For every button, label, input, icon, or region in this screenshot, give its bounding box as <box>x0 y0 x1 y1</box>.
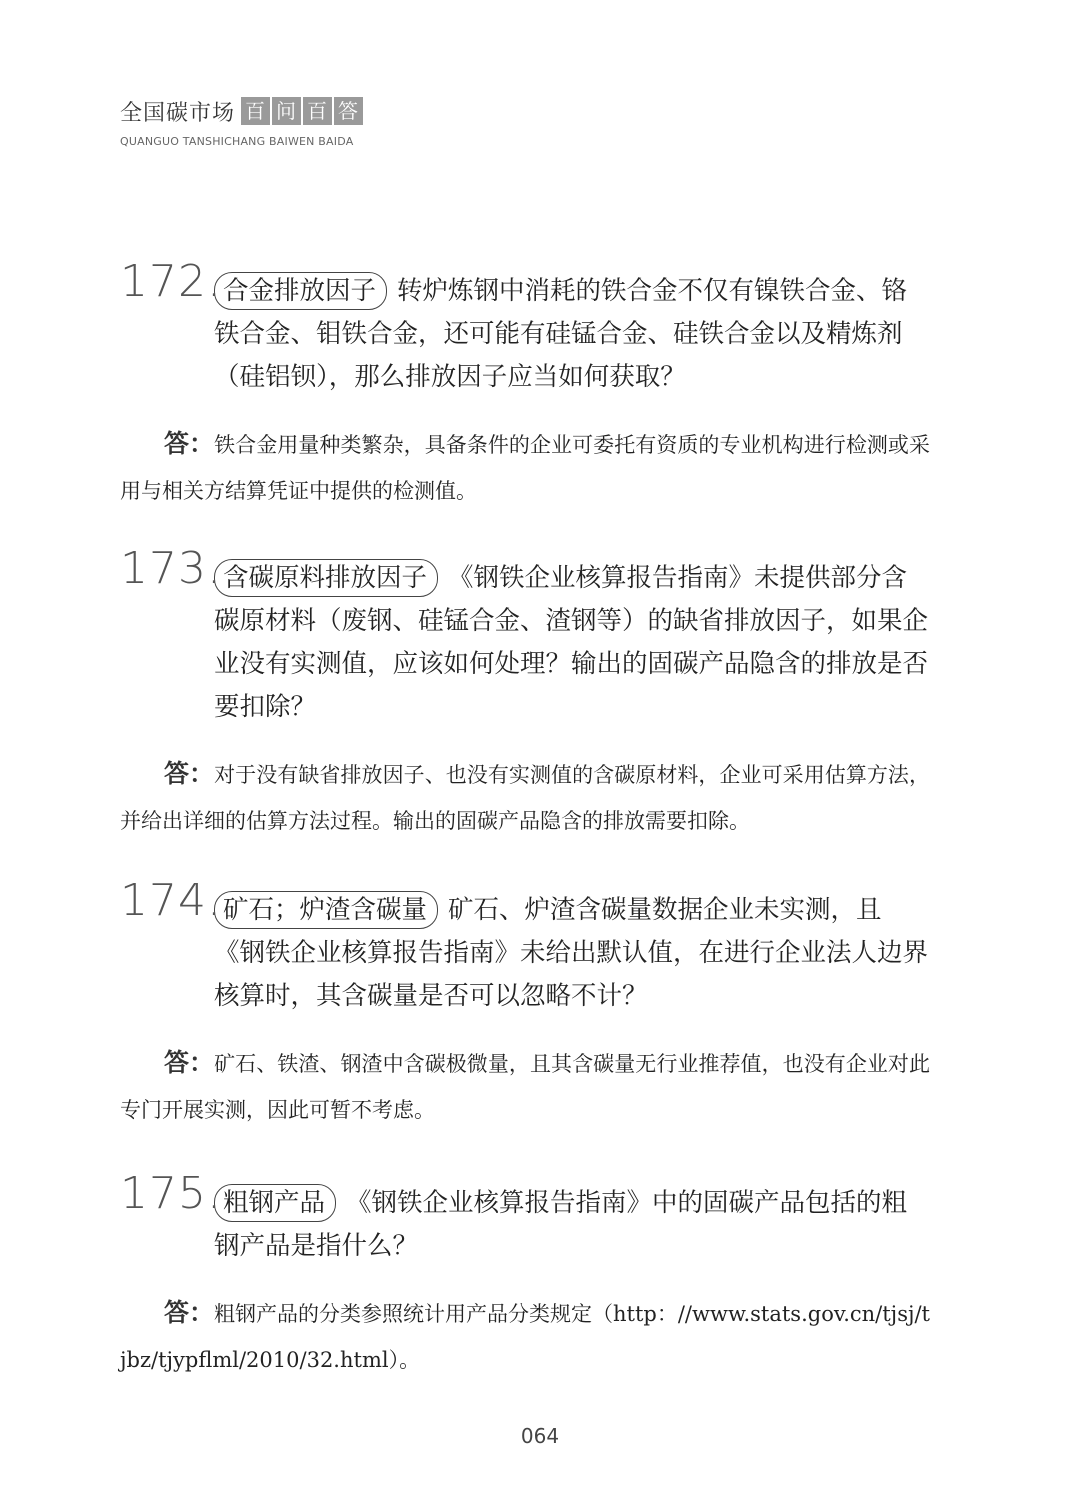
question-text <box>214 270 930 399</box>
question-row <box>120 875 930 1018</box>
answer-paragraph <box>120 1290 930 1383</box>
qa-item-175 <box>120 1168 930 1383</box>
qa-item-173 <box>120 543 930 844</box>
running-header <box>120 95 365 148</box>
question-body: 《钢铁企业核算报告指南》中的固碳产品包括的粗钢产品是指什么？ <box>214 1188 908 1261</box>
question-body: 《钢铁企业核算报告指南》未提供部分含碳原材料（废钢、硅锰合金、渣钢等）的缺省排放因子，如果企业没有实测值，应该如何处理？输出的固碳产品隐含的排放是否要扣除？ <box>214 563 929 722</box>
page-number: 064 <box>520 1424 560 1448</box>
header-title-tag: 百 <box>241 97 270 125</box>
answer-body: 铁合金用量种类繁杂，具备条件的企业可委托有资质的专业机构进行检测或采用与相关方结算凭证中提供的检测值。 <box>120 433 930 503</box>
question-topic-tag: 粗钢产品 <box>214 1184 336 1222</box>
answer-paragraph <box>120 1040 930 1133</box>
header-title-tag: 答 <box>334 97 363 125</box>
question-topic-tag: 矿石；炉渣含碳量 <box>214 891 438 929</box>
question-text <box>214 1182 930 1268</box>
question-topic-tag: 合金排放因子 <box>214 272 387 310</box>
qa-item-174 <box>120 875 930 1133</box>
question-number: 173. <box>120 543 222 594</box>
question-body: 转炉炼钢中消耗的铁合金不仅有镍铁合金、铬铁合金、钼铁合金，还可能有硅锰合金、硅铁合金以及精炼剂（硅铝钡），那么排放因子应当如何获取？ <box>214 276 908 392</box>
qa-item-172 <box>120 256 930 514</box>
question-row <box>120 256 930 399</box>
question-text <box>214 889 930 1018</box>
answer-body: 矿石、铁渣、钢渣中含碳极微量，且其含碳量无行业推荐值，也没有企业对此专门开展实测，因此可暂不考虑。 <box>120 1052 930 1122</box>
answer-label: 答： <box>164 1298 215 1327</box>
answer-body: 对于没有缺省排放因子、也没有实测值的含碳原材料，企业可采用估算方法，并给出详细的估算方法过程。输出的固碳产品隐含的排放需要扣除。 <box>120 763 930 833</box>
question-number: 175. <box>120 1168 222 1219</box>
question-number: 172. <box>120 256 222 307</box>
question-number: 174. <box>120 875 222 926</box>
question-text <box>214 557 930 729</box>
header-title <box>120 95 365 127</box>
answer-paragraph <box>120 421 930 514</box>
answer-paragraph <box>120 751 930 844</box>
answer-body: 粗钢产品的分类参照统计用产品分类规定（http：//www.stats.gov.cn/tjsj/tjbz/tjypflml/2010/32.html）。 <box>120 1302 930 1372</box>
answer-label: 答： <box>164 1048 215 1077</box>
question-row <box>120 543 930 729</box>
answer-label: 答： <box>164 759 215 788</box>
header-title-main: 全国碳市场 <box>120 100 236 126</box>
header-subtitle: QUANGUO TANSHICHANG BAIWEN BAIDA <box>120 135 354 148</box>
question-row <box>120 1168 930 1268</box>
answer-label: 答： <box>164 429 215 458</box>
question-topic-tag: 含碳原料排放因子 <box>214 559 438 597</box>
header-title-tag: 问 <box>272 97 301 125</box>
question-body: 矿石、炉渣含碳量数据企业未实测，且《钢铁企业核算报告指南》未给出默认值，在进行企业法人边界核算时，其含碳量是否可以忽略不计？ <box>214 895 929 1011</box>
header-title-tag: 百 <box>303 97 332 125</box>
